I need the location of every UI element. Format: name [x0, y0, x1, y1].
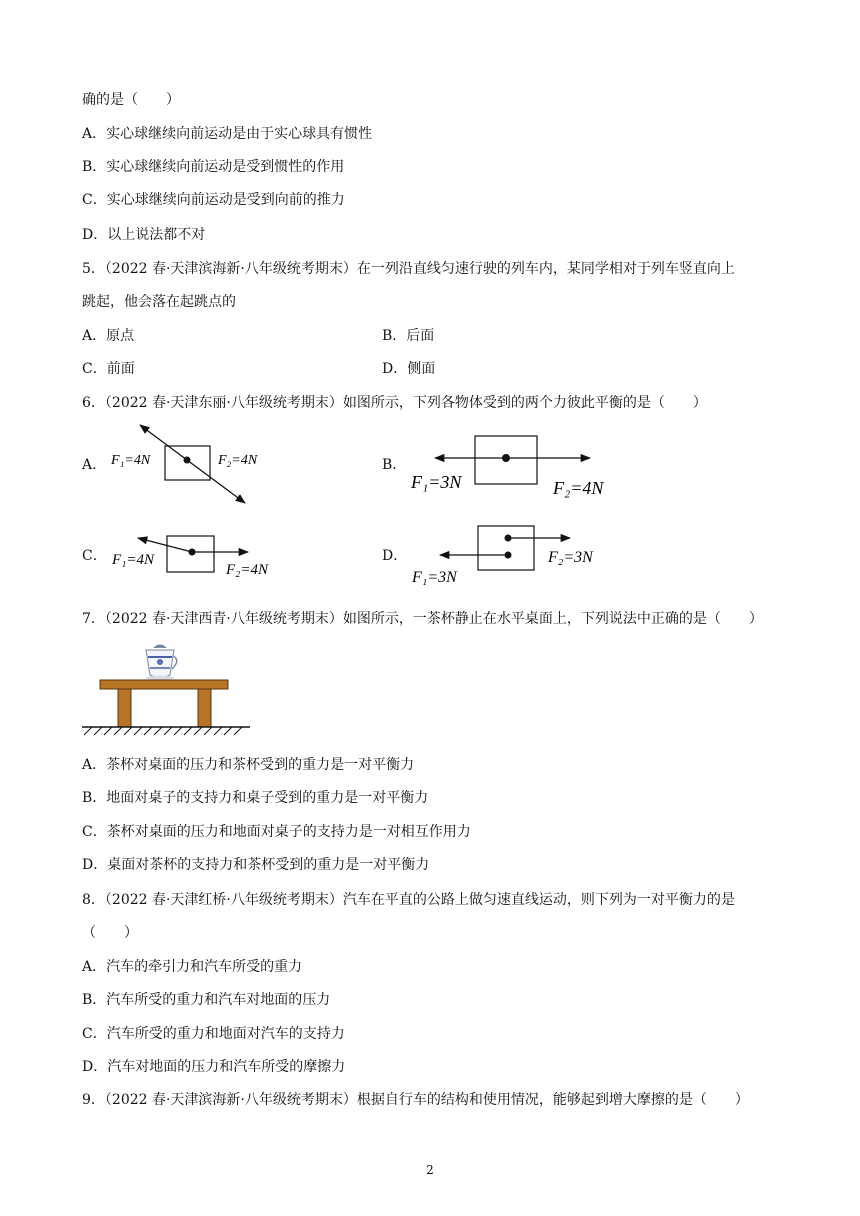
q6-figure-c — [108, 522, 278, 582]
table-leg-left — [118, 689, 131, 727]
q4-option-d: D．以上说法都不对 — [82, 227, 206, 243]
q8-option-b: B．汽车所受的重力和汽车对地面的压力 — [82, 992, 331, 1008]
q7-option-d: D．桌面对茶杯的支持力和茶杯受到的重力是一对平衡力 — [82, 857, 430, 873]
q6-figure-a — [105, 420, 270, 510]
label-f1: F₁=3N — [412, 569, 457, 586]
force-point — [189, 549, 196, 556]
q8-option-c: C．汽车所受的重力和地面对汽车的支持力 — [82, 1026, 345, 1042]
q4-option-a: A．实心球继续向前运动是由于实心球具有惯性 — [82, 126, 373, 142]
label-f2: F₂=3N — [548, 549, 593, 566]
force-point — [502, 454, 510, 462]
q8-stem-line2: （ ） — [82, 925, 138, 941]
force-point-lower — [505, 552, 512, 559]
q4-stem-tail: 确的是（ ） — [82, 92, 180, 108]
teacup-icon — [146, 645, 177, 681]
q5-option-b: B．后面 — [382, 328, 435, 344]
object-box — [478, 526, 534, 570]
label-f2: F₂=4N — [226, 562, 269, 578]
q9-stem: 9．（2022 春·天津滨海新·八年级统考期末）根据自行车的结构和使用情况，能够起到增大摩擦的是（ ） — [82, 1092, 749, 1108]
q5-stem-line1: 5．（2022 春·天津滨海新·八年级统考期末）在一列沿直线匀速行驶的列车内，某同学相对于列车竖直向上 — [82, 261, 735, 277]
q6-label-a: A． — [82, 457, 107, 473]
q6-label-c: C． — [82, 548, 107, 564]
q6-label-b: B． — [382, 457, 407, 473]
label-f2: F₂=4N — [553, 478, 604, 498]
label-f2: F₂=4N — [218, 453, 258, 468]
ground-hatching — [84, 727, 242, 735]
table-leg-right — [198, 689, 211, 727]
force-point-upper — [505, 535, 512, 542]
q8-option-d: D．汽车对地面的压力和汽车所受的摩擦力 — [82, 1059, 346, 1075]
q7-stem: 7．（2022 春·天津西青·八年级统考期末）如图所示，一茶杯静止在水平桌面上，下列说法中正确的是（ ） — [82, 611, 763, 627]
q6-figure-d — [410, 520, 610, 586]
q5-option-c: C．前面 — [82, 361, 135, 377]
table-top — [100, 680, 228, 689]
q4-option-c: C．实心球继续向前运动是受到向前的推力 — [82, 192, 345, 208]
q8-stem-line1: 8．（2022 春·天津红桥·八年级统考期末）汽车在平直的公路上做匀速直线运动，则下列为一对平衡力的是 — [82, 892, 735, 908]
page-number: 2 — [426, 1163, 434, 1177]
force-arrow-f1 — [138, 538, 192, 552]
label-f1: F₁=4N — [111, 453, 151, 468]
q6-label-d: D． — [382, 548, 408, 564]
q5-option-a: A．原点 — [82, 328, 135, 344]
q7-option-c: C．茶杯对桌面的压力和地面对桌子的支持力是一对相互作用力 — [82, 824, 471, 840]
q8-option-a: A．汽车的牵引力和汽车所受的重力 — [82, 959, 303, 975]
q6-figure-b — [405, 430, 615, 502]
q6-stem: 6．（2022 春·天津东丽·八年级统考期末）如图所示，下列各物体受到的两个力彼此平衡的是（ ） — [82, 395, 707, 411]
q7-option-b: B．地面对桌子的支持力和桌子受到的重力是一对平衡力 — [82, 790, 429, 806]
label-f1: F₁=3N — [411, 472, 462, 492]
q5-option-d: D．侧面 — [382, 361, 436, 377]
q4-option-b: B．实心球继续向前运动是受到惯性的作用 — [82, 159, 345, 175]
label-f1: F₁=4N — [112, 552, 155, 568]
q5-stem-line2: 跳起，他会落在起跳点的 — [82, 294, 236, 310]
force-point — [184, 457, 191, 464]
q7-figure-table-teacup — [82, 638, 252, 736]
q7-option-a: A．茶杯对桌面的压力和茶杯受到的重力是一对平衡力 — [82, 757, 415, 773]
